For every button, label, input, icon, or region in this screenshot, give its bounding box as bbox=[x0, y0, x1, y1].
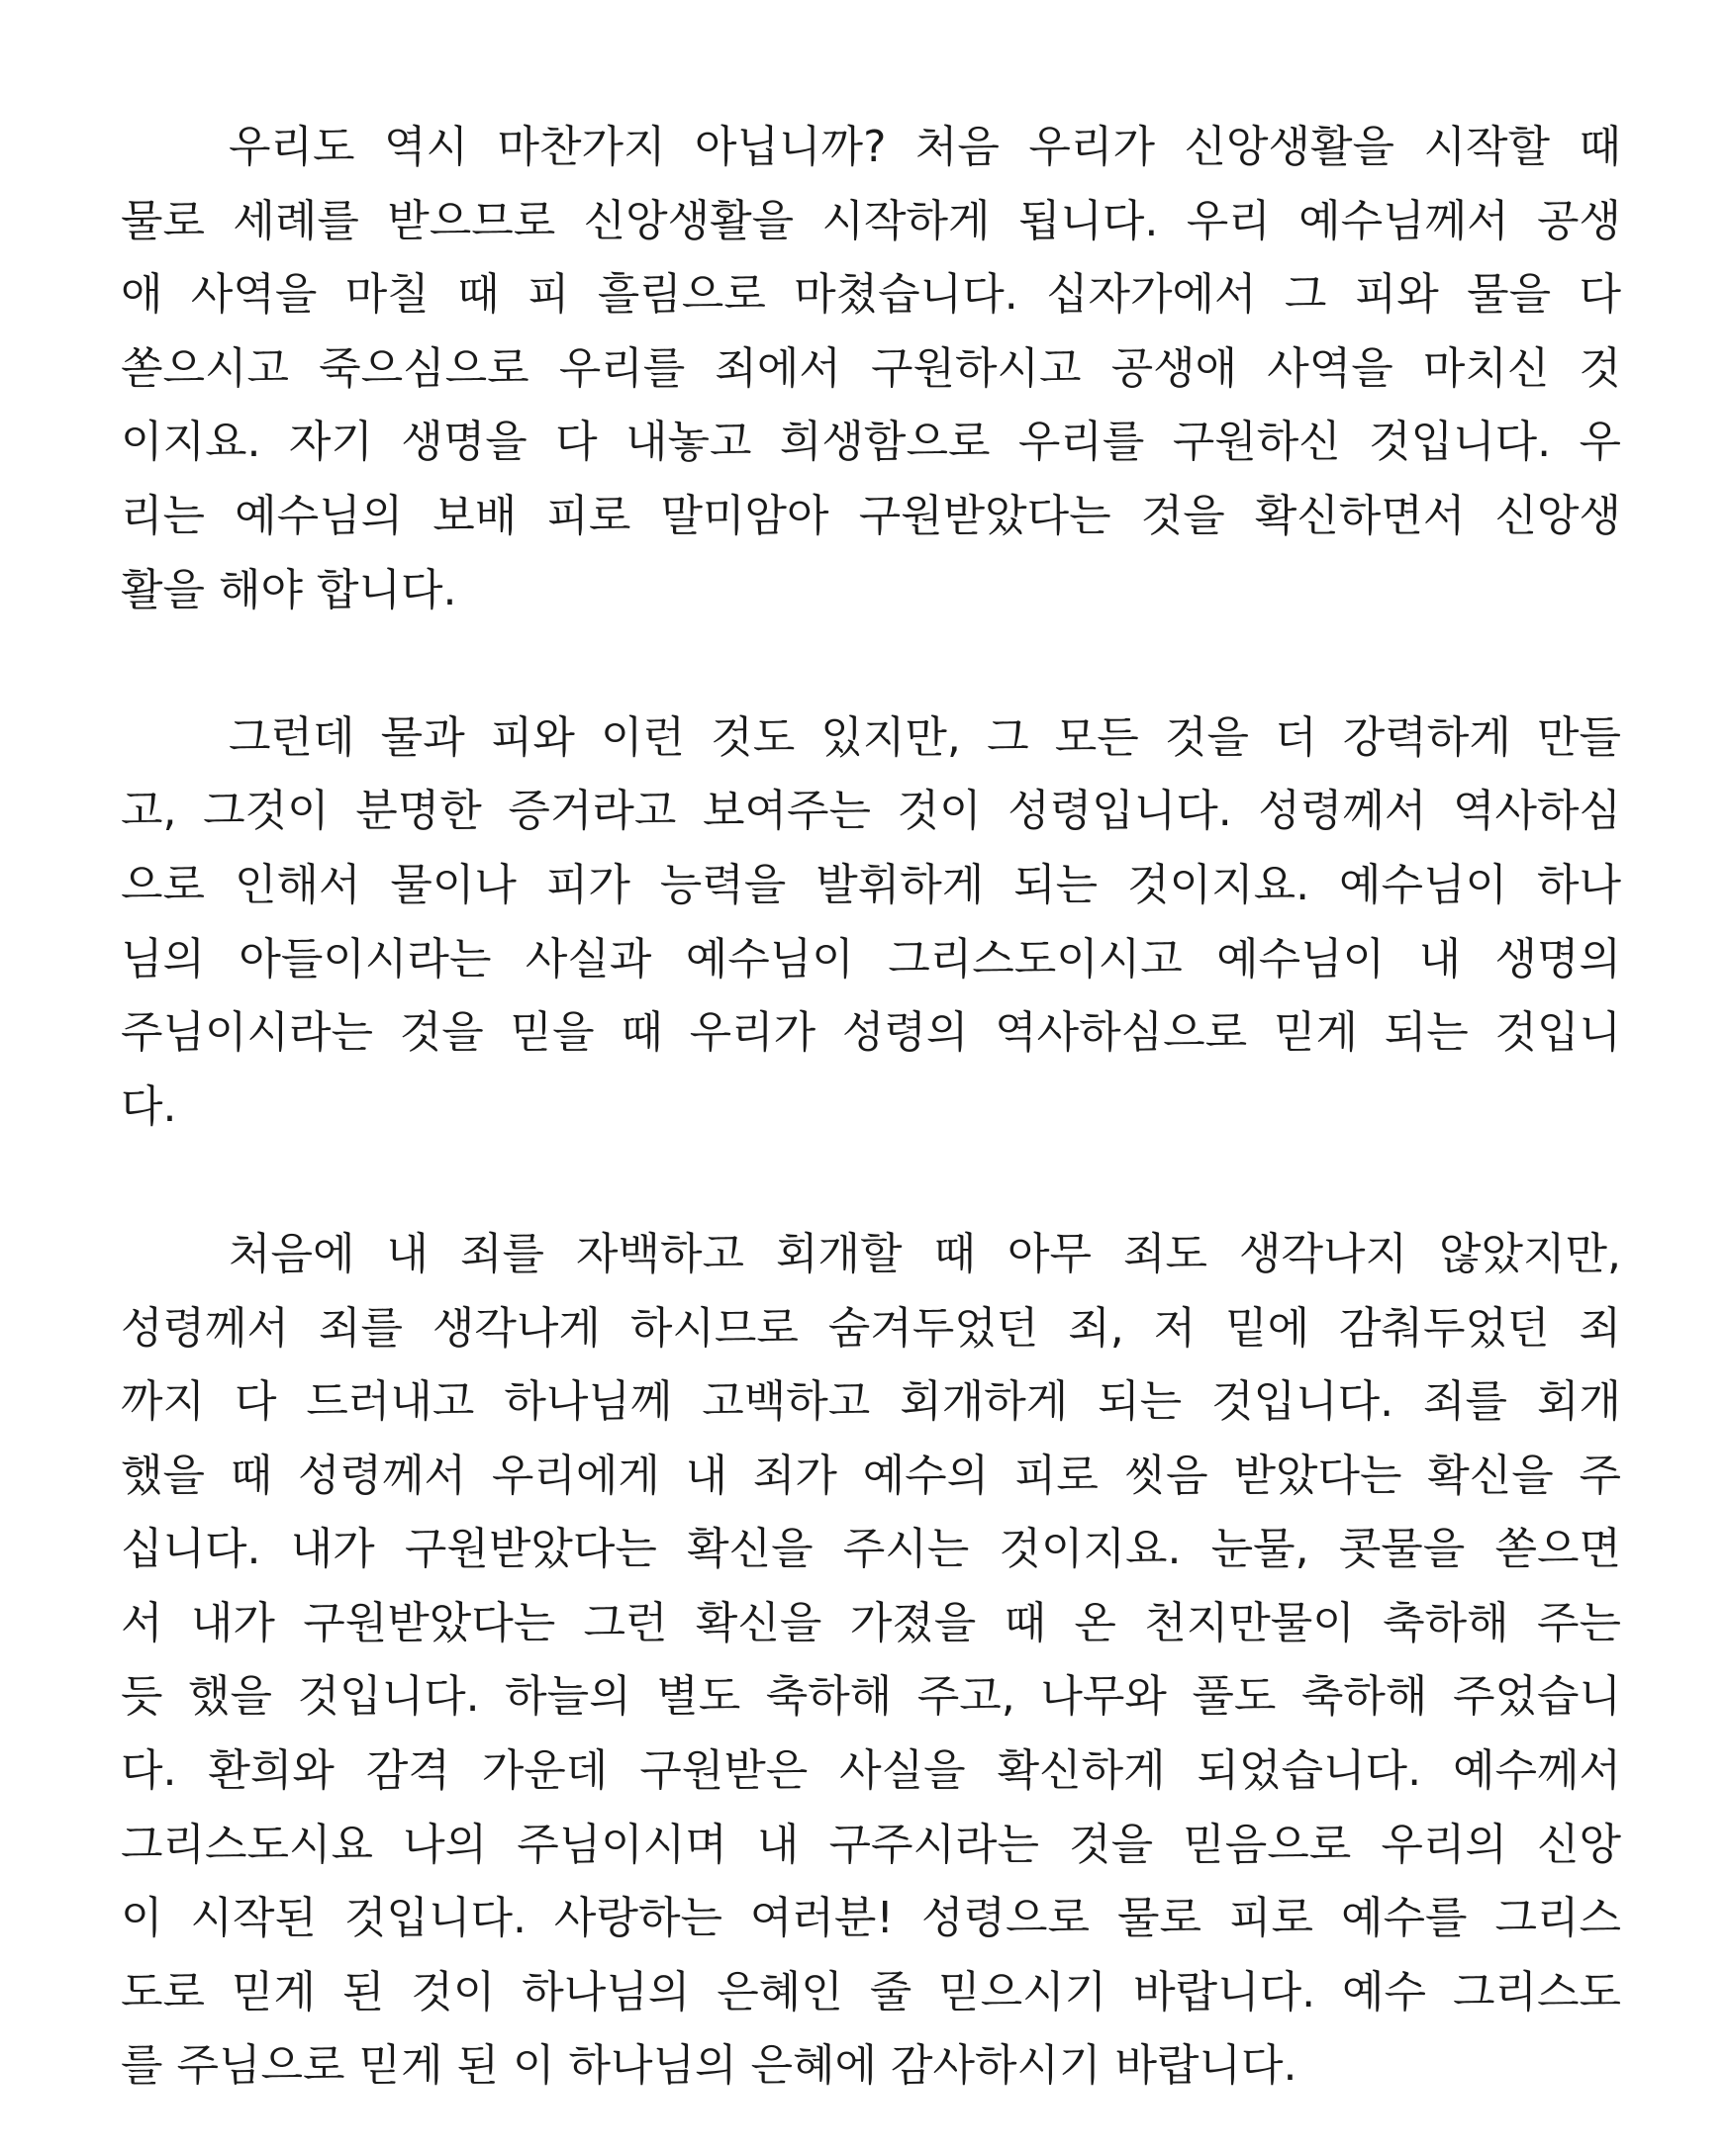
paragraph-1 bbox=[121, 111, 1621, 627]
text-line: 이지요. 자기 생명을 다 내놓고 희생함으로 우리를 구원하신 것입니다. 우 bbox=[121, 417, 1621, 468]
text-line: 이 시작된 것입니다. 사랑하는 여러분! 성령으로 물로 피로 예수를 그리스 bbox=[121, 1893, 1621, 1944]
text-line: 애 사역을 마칠 때 피 흘림으로 마쳤습니다. 십자가에서 그 피와 물을 다 bbox=[121, 269, 1621, 321]
document-body bbox=[121, 111, 1621, 2104]
text-line: 했을 때 성령께서 우리에게 내 죄가 예수의 피로 씻음 받았다는 확신을 주 bbox=[121, 1450, 1621, 1501]
text-line: 활을 해야 합니다. bbox=[121, 564, 457, 615]
text-line: 님의 아들이시라는 사실과 예수님이 그리스도이시고 예수님이 내 생명의 bbox=[121, 933, 1621, 984]
text-line: 까지 다 드러내고 하나님께 고백하고 회개하게 되는 것입니다. 죄를 회개 bbox=[121, 1376, 1621, 1428]
text-line: 쏟으시고 죽으심으로 우리를 죄에서 구원하시고 공생애 사역을 마치신 것 bbox=[121, 342, 1621, 394]
paragraph-2 bbox=[121, 702, 1621, 1145]
text-line: 그런데 물과 피와 이런 것도 있지만, 그 모든 것을 더 강력하게 만들 bbox=[229, 711, 1621, 763]
text-line: 으로 인해서 물이나 피가 능력을 발휘하게 되는 것이지요. 예수님이 하나 bbox=[121, 859, 1621, 910]
text-line: 그리스도시요 나의 주님이시며 내 구주시라는 것을 믿음으로 우리의 신앙 bbox=[121, 1819, 1621, 1870]
text-line: 서 내가 구원받았다는 그런 확신을 가졌을 때 온 천지만물이 축하해 주는 bbox=[121, 1597, 1621, 1648]
text-line: 고, 그것이 분명한 증거라고 보여주는 것이 성령입니다. 성령께서 역사하심 bbox=[121, 786, 1621, 837]
text-line: 물로 세례를 받으므로 신앙생활을 시작하게 됩니다. 우리 예수님께서 공생 bbox=[121, 195, 1621, 246]
text-line: 듯 했을 것입니다. 하늘의 별도 축하해 주고, 나무와 풀도 축하해 주었습니 bbox=[121, 1671, 1621, 1723]
text-line: 처음에 내 죄를 자백하고 회개할 때 아무 죄도 생각나지 않았지만, bbox=[229, 1228, 1621, 1279]
text-line: 우리도 역시 마찬가지 아닙니까? 처음 우리가 신앙생활을 시작할 때 bbox=[229, 122, 1621, 172]
text-line: 주님이시라는 것을 믿을 때 우리가 성령의 역사하심으로 믿게 되는 것입니 bbox=[121, 1007, 1621, 1059]
paragraph-gap bbox=[121, 1144, 1621, 1218]
paragraph-3 bbox=[121, 1218, 1621, 2104]
text-line: 도로 믿게 된 것이 하나님의 은혜인 줄 믿으시기 바랍니다. 예수 그리스도 bbox=[121, 1966, 1621, 2017]
text-line: 를 주님으로 믿게 된 이 하나님의 은혜에 감사하시기 바랍니다. bbox=[121, 2040, 1297, 2092]
text-line: 리는 예수님의 보배 피로 말미암아 구원받았다는 것을 확신하면서 신앙생 bbox=[121, 490, 1621, 541]
paragraph-gap bbox=[121, 627, 1621, 702]
text-line: 다. bbox=[121, 1080, 177, 1132]
text-line: 다. 환희와 감격 가운데 구원받은 사실을 확신하게 되었습니다. 예수께서 bbox=[121, 1745, 1621, 1797]
text-line: 십니다. 내가 구원받았다는 확신을 주시는 것이지요. 눈물, 콧물을 쏟으면 bbox=[121, 1524, 1621, 1575]
text-line: 성령께서 죄를 생각나게 하시므로 숨겨두었던 죄, 저 밑에 감춰두었던 죄 bbox=[121, 1302, 1621, 1354]
